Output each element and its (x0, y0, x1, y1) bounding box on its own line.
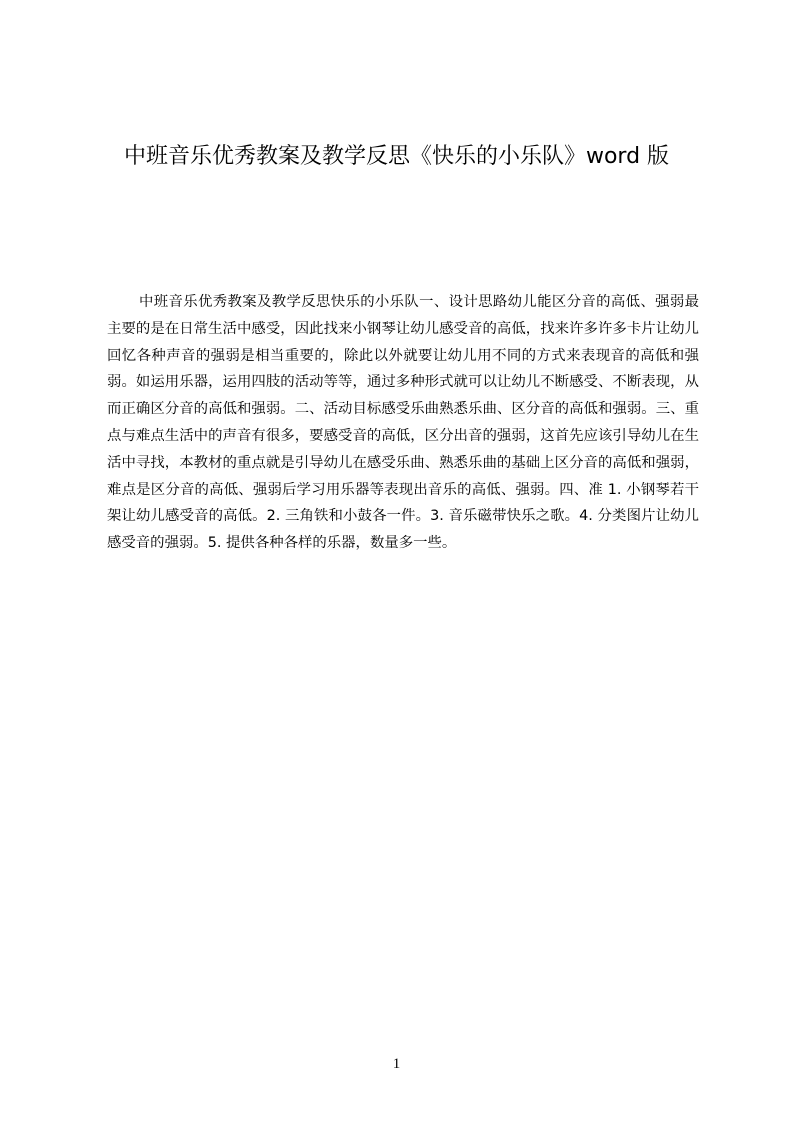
document-title: 中班音乐优秀教案及教学反思《快乐的小乐队》word 版 (123, 144, 670, 169)
body-paragraph: 中班音乐优秀教案及教学反思快乐的小乐队一、设计思路幼儿能区分音的高低、强弱最主要的是在日常生活中感受，因此找来小钢琴让幼儿感受音的高低，找来许多许多卡片让幼儿回忆各种声音的强弱是相当重要的，除此以外就要让幼儿用不同的方式来表现音的高低和强弱。如运用乐器，运用四肢的活动等等，通过多种形式就可以让幼儿不断感受、不断表现，从而正确区分音的高低和强弱。二、活动目标感受乐曲熟悉乐曲、区分音的高低和强弱。三、重点与难点生活中的声音有很多，要感受音的高低，区分出音的强弱，这首先应该引导幼儿在生活中寻找，本教材的重点就是引导幼儿在感受乐曲、熟悉乐曲的基础上区分音的高低和强弱，难点是区分音的高低、强弱后学习用乐器等表现出音乐的高低、强弱。四、准 1. 小钢琴若干架让幼儿感受音的高低。2. 三角铁和小鼓各一件。3. 音乐磁带快乐之歌。4. 分类图片让幼儿感受音的强弱。5. 提供各种各样的乐器，数量多一些。 (107, 294, 699, 552)
page-number: 1 (392, 1056, 401, 1072)
